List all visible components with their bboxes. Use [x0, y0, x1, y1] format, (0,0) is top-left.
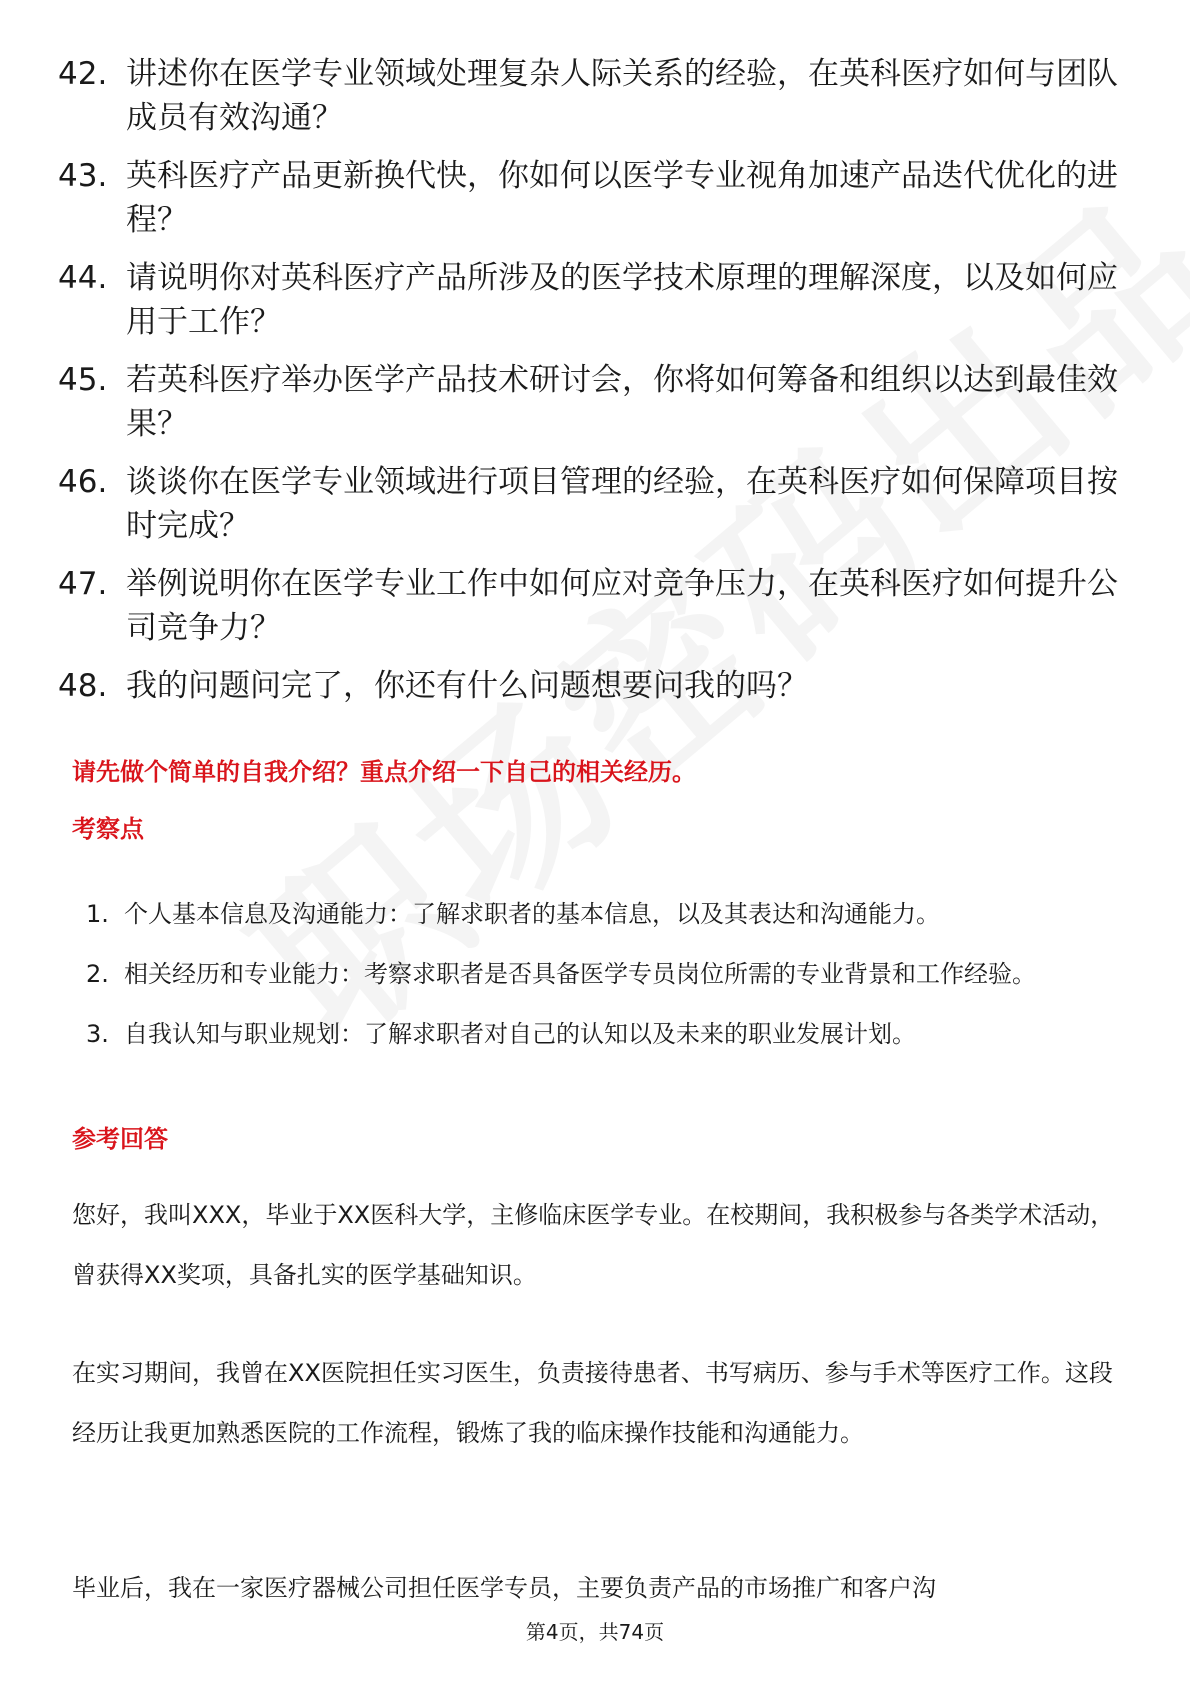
question-number: 45. [58, 362, 108, 398]
point-number: 2. [86, 960, 109, 988]
question-text: 我的问题问完了，你还有什么问题想要问我的吗？ [126, 668, 808, 704]
question-number: 43. [58, 158, 108, 194]
list-item [86, 1004, 1126, 1064]
list-item [86, 944, 1126, 1004]
list-item [58, 358, 1138, 446]
point-number: 3. [86, 1020, 109, 1048]
question-text: 举例说明你在医学专业工作中如何应对竞争压力，在英科医疗如何提升公司竞争力？ [126, 566, 1118, 646]
exam-points-title: 考察点 [72, 815, 144, 843]
page-footer: 第4页，共74页 [525, 1620, 665, 1644]
question-number: 42. [58, 56, 108, 92]
list-item [86, 884, 1126, 944]
question-text: 谈谈你在医学专业领域进行项目管理的经验，在英科医疗如何保障项目按时完成？ [126, 464, 1118, 544]
question-text: 讲述你在医学专业领域处理复杂人际关系的经验，在英科医疗如何与团队成员有效沟通？ [126, 56, 1118, 136]
list-item [58, 256, 1138, 344]
question-text: 请说明你对英科医疗产品所涉及的医学技术原理的理解深度，以及如何应用于工作？ [126, 260, 1118, 340]
question-text: 英科医疗产品更新换代快，你如何以医学专业视角加速产品迭代优化的进程？ [126, 158, 1118, 238]
question-list [58, 52, 1138, 722]
featured-question: 请先做个简单的自我介绍？重点介绍一下自己的相关经历。 [72, 758, 696, 786]
list-item [58, 664, 1138, 708]
question-number: 47. [58, 566, 108, 602]
question-number: 46. [58, 464, 108, 500]
answer-paragraph: 在实习期间，我曾在XX医院担任实习医生，负责接待患者、书写病历、参与手术等医疗工作。这段经历让我更加熟悉医院的工作流程，锻炼了我的临床操作技能和沟通能力。 [72, 1359, 1113, 1447]
answer-paragraph: 毕业后，我在一家医疗器械公司担任医学专员，主要负责产品的市场推广和客户沟 [72, 1574, 936, 1602]
point-number: 1. [86, 900, 109, 928]
list-item [58, 52, 1138, 140]
point-text: 个人基本信息及沟通能力：了解求职者的基本信息，以及其表达和沟通能力。 [124, 900, 940, 928]
list-item [58, 460, 1138, 548]
list-item [58, 154, 1138, 242]
question-number: 48. [58, 668, 108, 704]
answer-paragraph: 您好，我叫XXX，毕业于XX医科大学，主修临床医学专业。在校期间，我积极参与各类学术活动，曾获得XX奖项，具备扎实的医学基础知识。 [72, 1201, 1115, 1289]
exam-points-list [86, 884, 1126, 1064]
point-text: 自我认知与职业规划：了解求职者对自己的认知以及未来的职业发展计划。 [124, 1020, 916, 1048]
reference-answer-title: 参考回答 [72, 1125, 168, 1153]
point-text: 相关经历和专业能力：考察求职者是否具备医学专员岗位所需的专业背景和工作经验。 [124, 960, 1036, 988]
question-number: 44. [58, 260, 108, 296]
question-text: 若英科医疗举办医学产品技术研讨会，你将如何筹备和组织以达到最佳效果？ [126, 362, 1118, 442]
list-item [58, 562, 1138, 650]
